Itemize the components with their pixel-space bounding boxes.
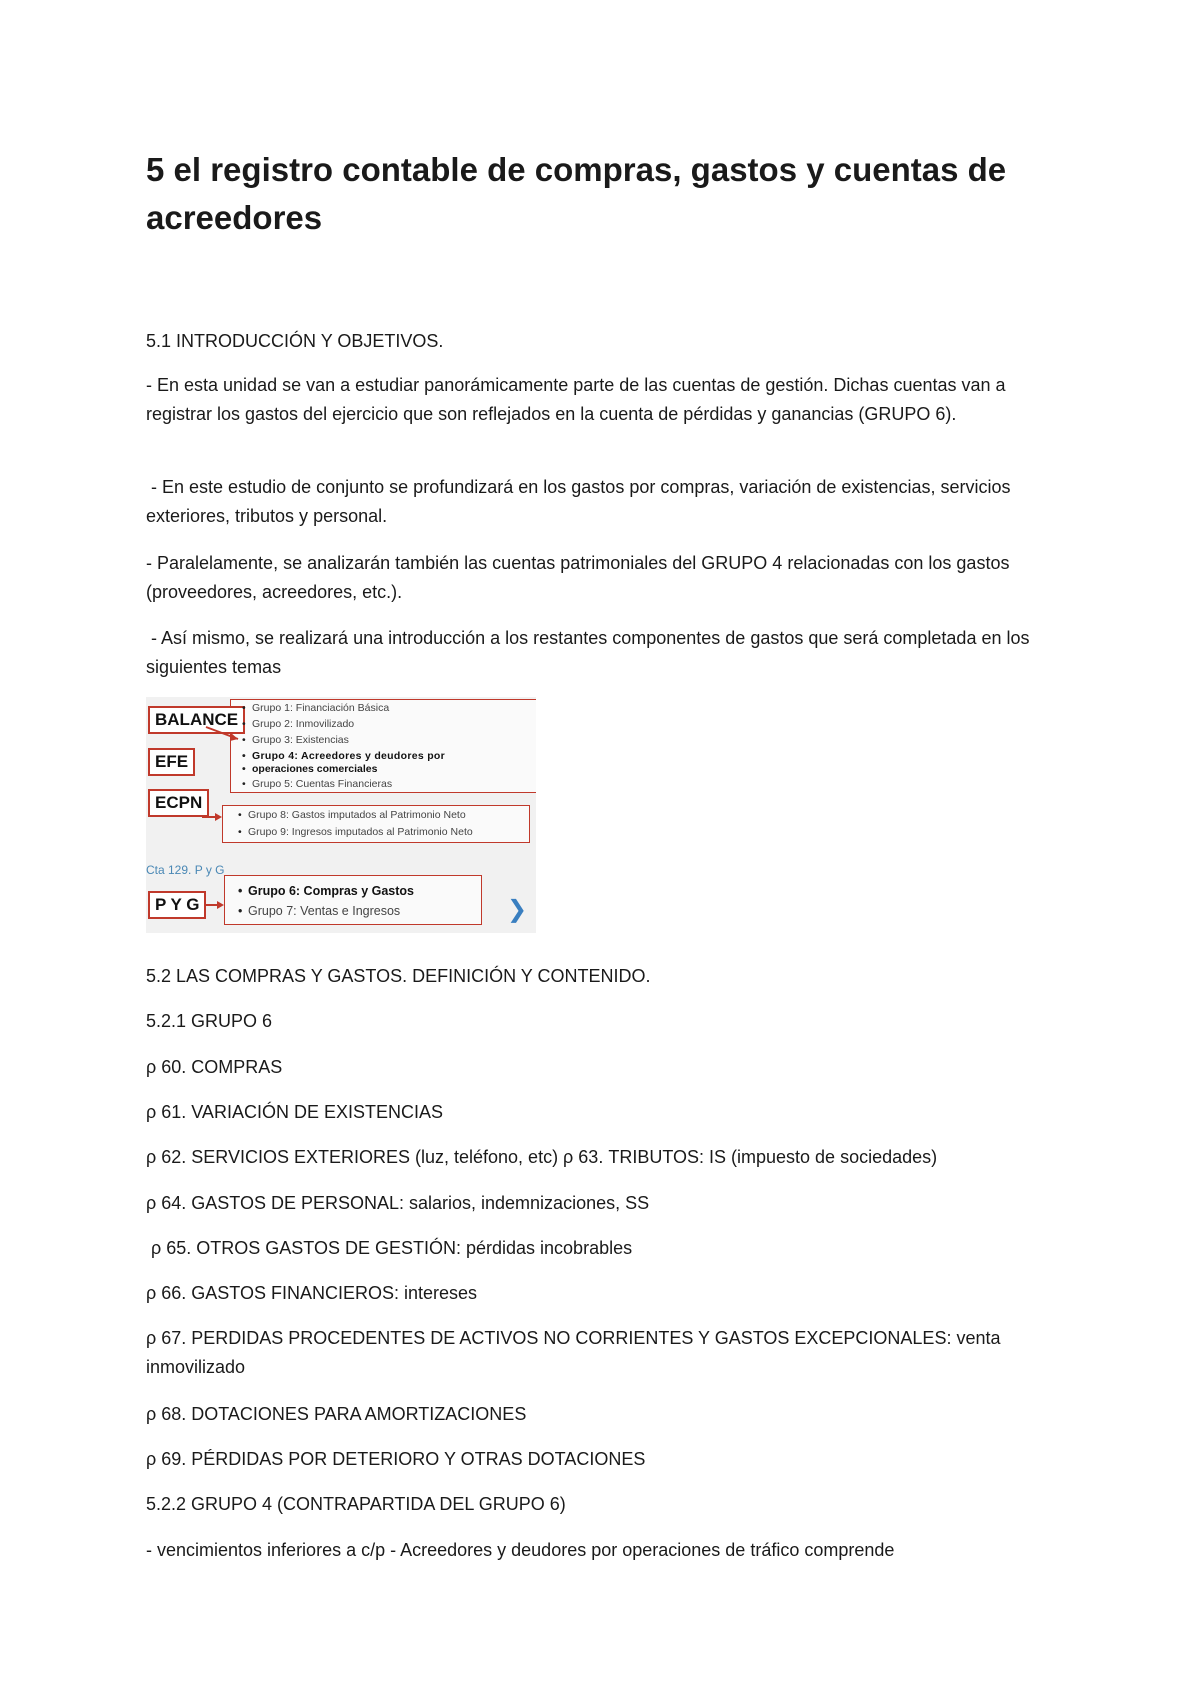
subsection-heading-grupo-4: 5.2.2 GRUPO 4 (CONTRAPARTIDA DEL GRUPO 6) (146, 1494, 566, 1514)
label-ecpn: ECPN (148, 789, 209, 817)
balance-item: • Grupo 5: Cuentas Financieras (252, 778, 392, 791)
section-heading-compras-gastos: 5.2 LAS COMPRAS Y GASTOS. DEFINICIÓN Y CONTENIDO. (146, 966, 651, 986)
account-item-62-63: ρ 62. SERVICIOS EXTERIORES (luz, teléfono, etc) ρ 63. TRIBUTOS: IS (impuesto de sociedades) (146, 1147, 938, 1167)
document-title: 5 el registro contable de compras, gastos y cuentas de acreedores (146, 151, 1007, 236)
account-item-69: ρ 69. PÉRDIDAS POR DETERIORO Y OTRAS DOTACIONES (146, 1449, 646, 1469)
cta-129-label: Cta 129. P y G (146, 863, 225, 877)
section-heading-introduccion: 5.1 INTRODUCCIÓN Y OBJETIVOS. (146, 331, 444, 351)
account-item-61: ρ 61. VARIACIÓN DE EXISTENCIAS (146, 1102, 443, 1122)
ecpn-item: • Grupo 8: Gastos imputados al Patrimonio Neto (248, 809, 466, 822)
ecpn-item: • Grupo 9: Ingresos imputados al Patrimonio Neto (248, 826, 473, 839)
subsection-heading-grupo-6: 5.2.1 GRUPO 6 (146, 1011, 273, 1031)
balance-item: • Grupo 1: Financiación Básica (252, 702, 389, 715)
accounting-groups-figure (146, 697, 536, 933)
balance-arrow-head (230, 733, 238, 741)
balance-item: • Grupo 3: Existencias (252, 734, 349, 747)
paragraph-1: - En esta unidad se van a estudiar panorámicamente parte de las cuentas de gestión. Dichas cuentas van a registrar los gastos del ejercicio que son reflejados en la cuenta de pérdidas y ganancias (GRUPO 6). (146, 375, 1011, 424)
account-item-66: ρ 66. GASTOS FINANCIEROS: intereses (146, 1283, 478, 1303)
account-item-68: ρ 68. DOTACIONES PARA AMORTIZACIONES (146, 1404, 527, 1424)
chevron-right-icon: ❯ (507, 896, 528, 923)
label-pyg: P Y G (148, 891, 206, 919)
account-item-64: ρ 64. GASTOS DE PERSONAL: salarios, indemnizaciones, SS (146, 1193, 650, 1213)
last-paragraph: - vencimientos inferiores a c/p - Acreedores y deudores por operaciones de tráfico comprende (146, 1540, 895, 1560)
ecpn-arrow-head (215, 813, 222, 821)
pyg-item: • Grupo 6: Compras y Gastos (248, 884, 414, 899)
label-balance: BALANCE (148, 706, 245, 734)
label-efe: EFE (148, 748, 195, 776)
paragraph-2: - En este estudio de conjunto se profundizará en los gastos por compras, variación de existencias, servicios exteriores, tributos y personal. (146, 477, 1016, 526)
account-item-65: ρ 65. OTROS GASTOS DE GESTIÓN: pérdidas incobrables (146, 1238, 633, 1258)
balance-item: • Grupo 2: Inmovilizado (252, 718, 354, 731)
pyg-item: • Grupo 7: Ventas e Ingresos (248, 904, 400, 919)
paragraph-3: - Paralelamente, se analizarán también las cuentas patrimoniales del GRUPO 4 relacionadas con los gastos (proveedores, acreedores, etc.). (146, 553, 1015, 602)
account-item-67: ρ 67. PERDIDAS PROCEDENTES DE ACTIVOS NO CORRIENTES Y GASTOS EXCEPCIONALES: venta inmovilizado (146, 1328, 1006, 1377)
balance-item: • Grupo 4: Acreedores y deudores por (252, 750, 445, 763)
paragraph-4: - Así mismo, se realizará una introducción a los restantes componentes de gastos que será completada en los siguientes temas (146, 628, 1035, 677)
balance-item-continuation: • operaciones comerciales (252, 763, 377, 776)
pyg-arrow-head (217, 901, 224, 909)
account-item-60: ρ 60. COMPRAS (146, 1057, 283, 1077)
